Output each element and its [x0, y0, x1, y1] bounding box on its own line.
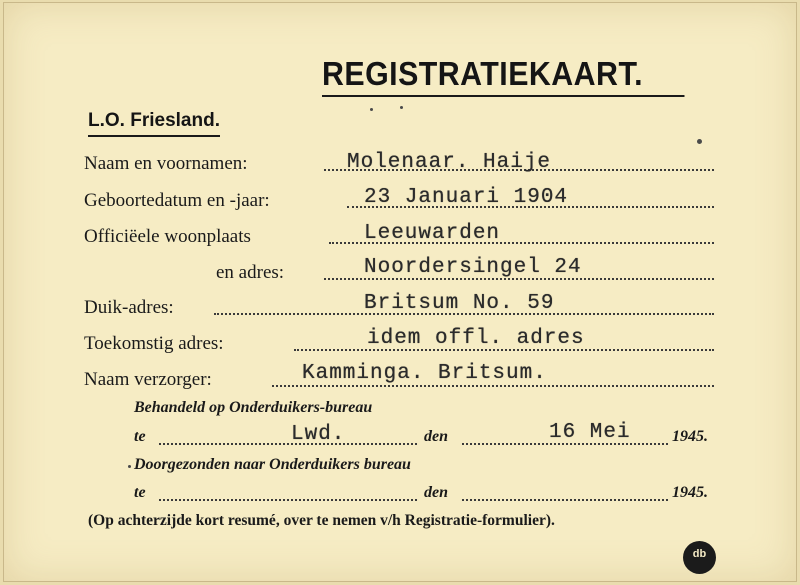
paper-speck: [128, 465, 131, 468]
name-label: Naam en voornamen:: [84, 153, 248, 174]
printer-logo: db: [683, 541, 716, 574]
forwarded-heading: Doorgezonden naar Onderduikers bureau: [134, 456, 411, 473]
paper-speck: [400, 106, 403, 109]
forwarded-year: 1945.: [672, 484, 708, 501]
forwarded-den-label: den: [424, 484, 448, 501]
birthdate-label: Geboortedatum en -jaar:: [84, 190, 270, 211]
caretaker-value: Kamminga. Britsum.: [302, 362, 547, 385]
caretaker-label: Naam verzorger:: [84, 369, 212, 390]
footnote: (Op achterzijde kort resumé, over te nemen v/h Registratie-formulier).: [88, 512, 555, 529]
card-title: REGISTRATIEKAART.: [322, 55, 684, 97]
treated-year: 1945.: [672, 428, 708, 445]
treated-den-value: 16 Mei: [549, 421, 631, 444]
treated-heading: Behandeld op Onderduikers-bureau: [134, 399, 373, 416]
treated-den-label: den: [424, 428, 448, 445]
treated-te-line: [159, 443, 417, 445]
treated-te-label: te: [134, 428, 146, 445]
organisation-heading: L.O. Friesland.: [88, 110, 220, 137]
registration-card: [3, 2, 797, 582]
forwarded-te-label: te: [134, 484, 146, 501]
paper-speck: [370, 108, 373, 111]
forwarded-den-line: [462, 499, 668, 501]
address-value: Noordersingel 24: [364, 256, 582, 279]
forwarded-te-line: [159, 499, 417, 501]
name-value: Molenaar. Haije: [347, 151, 552, 174]
paper-speck: [697, 139, 702, 144]
birthdate-value: 23 Januari 1904: [364, 186, 569, 209]
hiding-address-value: Britsum No. 59: [364, 292, 555, 315]
future-address-value: idem offl. adres: [367, 327, 585, 350]
hiding-address-label: Duik-adres:: [84, 297, 174, 318]
caretaker-line: [272, 385, 714, 387]
treated-te-value: Lwd.: [291, 423, 346, 446]
address-label: en adres:: [216, 262, 285, 283]
residence-label: Officiëele woonplaats: [84, 226, 251, 247]
future-address-label: Toekomstig adres:: [84, 333, 224, 354]
residence-value: Leeuwarden: [364, 222, 501, 245]
